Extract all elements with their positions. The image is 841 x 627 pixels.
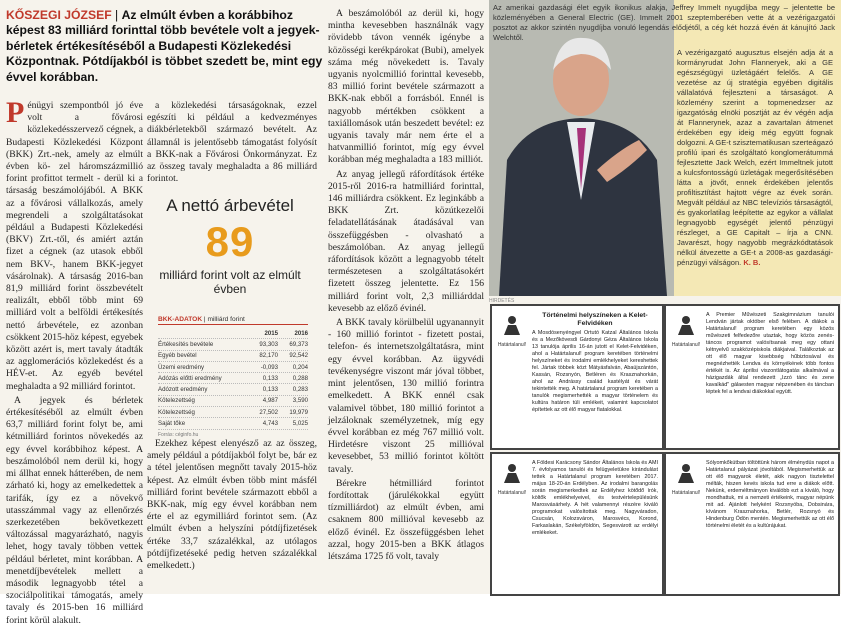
portrait-illustration <box>489 0 674 296</box>
brief-body-text: A vezérigazgató augusztus elsején adja át a kormányrudat John Flanneryek, aki a GE egészségügyi üzletágáért felelős. A GE vezetése az új stratégia egyében digitális vállalatóvá fejleszteni a társaságot. A közlemény szerint a topmenedzser az igazgatóság elnöki posztját az év végén adja át Flannerynek, azaz a zavartalan átmenet érdekében egy ideig még együtt fognak dolgozni. A GE-t szisztematikusan szerteágazó profilú ipari és szolgáltató konglomerátummá fejlesztette Jack Welch, ezért Immeltnek jutott a kulcsfontosságú üzletágak megerősítésében látta a jövőt, ennek érdekében jelentős profiltisztítást hajtott végre az évek során. Megvált például az NBC televíziós társaságtól, és gyakorlatilag leépítette az egykor a vállalat legnagyobb egységét jelentő pénzügyi részleget, a GE Capitalt – írja a CNN. Javarészt, hogy nagyobb megrázkódtatások nélkül átvezette a GE-t a 2008-as gazdasági-pénzügyi válságon. <box>677 48 833 267</box>
article-lead: KŐSZEGI JÓZSEF | Az elmúlt évben a korábbihoz képest 83 milliárd forinttal több bevétele volt a jegyek-bérletek értékesítéséből a Budapesti Közlekedési Központnak. Pótdíjakból is többet szedett be, mint egy évvel korábban. <box>6 8 323 84</box>
col2-paragraph-1: a közlekedési társaságoknak, ezzel egészíti ki például a kedvezményes diákbérletekből származó bevételt. Az államnál is jelentősebb támogatást folyósít a BKK-nak a Fővárosi Önkormányzat. Ez az összeg tavaly meghaladta a 86 milliárd forintot. <box>147 100 317 185</box>
ad-box <box>664 452 840 596</box>
table-title: BKK-ADATOK <box>158 316 203 323</box>
lead-text: Az elmúlt évben a korábbihoz képest 83 milliárd forinttal több bevétele volt a jegyek-bérletek értékesítéséből a Budapesti Közlekedési Központnak. Pótdíjakból is többet szedett be, mint egy évvel korábban. <box>6 8 323 84</box>
col3-paragraph: Az anyag jellegű ráfordítások értéke 2015-ről 2016-ra hatmilliárd forinttal, 146 milliárdra csökkent. Ez leginkább a BKK Zrt. közútkezelői feladatellátásának átadásával van összefüggésben - olvasható a beszámolóban. Az anyag jellegű ráfordítások között a legnagyobb tételt természetesen a szolgáltatásokért fizetett összeg jelentette. Ez 156 milliárd forint volt, 2,3 milliárddal kevesebb az előző évinél. <box>328 168 484 314</box>
brief-credit: K. B. <box>743 258 761 267</box>
ad-title: Történelmi helyszíneken a Kelet-Felvidéken <box>542 312 648 327</box>
ad-box <box>490 304 664 450</box>
ad-box <box>664 304 840 450</box>
article-column-2-top <box>147 100 317 192</box>
brief-intro: Az amerikai gazdasági élet egyik ikonikus alakja, Jeffrey Immelt nyugdíjba megy – jelentette be közleményében a General Electric (GE). Immelt 2001 szeptemberében vette át a vezérigazgatói posztot az akkor szintén nyugdíjba vonuló legendás elődjétől, a cég két hozzá évén át kánujító Jack Welchtől. <box>493 3 835 42</box>
col1-paragraph-1: énügyi szempontból jó éve volt a fővárosi közlekedésszervező cégnek, a Budapesti Közlekedési Központ (BKK) Zrt.-nek, amely az elmúlt évben kö- zel háromszázmillió forint profittot termelt - derül ki a társaság beszámolójából. A BKK az a fővárosi vállalkozás, amely megrendeli a szolgáltatásokat például a Budapesti Közlekedési (BKV) Zrt.-től, és amiért aztán fizet a cégnek (az utasok ebből nem BKV-, hanem BKK-jegyet vásárolnak). A társaság 2016-ban 81,9 milliárd forint összbevételt realizált, ebből több mint 69 milliárd volt a belföldi értékesítés nettó árbevétele, ez azonban csökkent 2015-höz képest, egyebek között azért is, mert tavaly átadták az agglomerációs közlekedést és a HÉV-et. Az egyéb bevétel meghaladta a 92 milliárd forintot. <box>6 100 143 392</box>
ad-body: Sólyomkőkútban töltöttünk három élménydús napot a Határtalanul pályázat jóvoltából. Megismerhettük az ott élő magyarok életét, akik nagyon tisztelettel mélták, hiszen kevés iskola tud erre a diákok előtt. Nekünk, erdeméltmányon kiválóbb ezt a kiváló, hogy mondhattuk, mi a nemzeti értékeink, magyar népünk mit ad. Ajánlott helyként Rozsnyóba, Dobsinára, kívánom Krasznahorka, Betlér, Rozsnyó és Hindenburg Ödön mentén. Megismerhettük az ott élő történelmi életét és a kultúrájukat. <box>706 460 834 529</box>
hatartalanul-logo-icon: Határtalanul! <box>670 314 702 348</box>
ad-box <box>490 452 664 596</box>
table-row: Adózás előtti eredmény 0,133 0,288 <box>158 373 308 384</box>
table-source: Forrás: céginfo.hu <box>158 431 199 438</box>
portrait-photo <box>489 0 674 296</box>
table-row: Kötelezettség 27,502 19,979 <box>158 407 308 418</box>
drop-cap: P <box>6 96 25 129</box>
table-row: Egyéb bevétel 82,170 92,542 <box>158 351 308 362</box>
col3-paragraph: A beszámolóból az derül ki, hogy mintha kevesebben használnák vagy rövidebb távon vennék igénybe a közösségi kerékpárokat (Bubi), amelyek száma még növekedett is. Tavaly ugyanis nyolcmillió forinttal kevesebb, 83 millió forint bevétele származott a BKK-nak ebből a forrásból. Ennél is nagyobb mértékben csökkent a taxiállomások után beszedett bevétel: ez ugyanis tavaly már nem érte el a hatvanmillió forintot, míg egy évvel korábban még meghaladta a 183 milliót. <box>328 8 484 166</box>
highlight-number: 89 <box>205 218 255 265</box>
article-column-3 <box>328 8 484 594</box>
article-author: KŐSZEGI JÓZSEF <box>6 8 112 22</box>
highlight-title: A nettó árbevétel <box>166 196 294 215</box>
table-row: Saját tőke 4,743 5,025 <box>158 418 308 429</box>
table-row: Értékesítés bevétele 93,303 69,373 <box>158 339 308 350</box>
table-row: Üzemi eredmény -0,093 0,204 <box>158 362 308 373</box>
ad-body: A Premier Művészeti Szakgimnázium tanulói Lendván jártak október első felében. A diákok a Határtalanul! program keretében egy közös művészeti felfedezőre utaztak, hogy közös zenés-táncos programot valósítsanak meg egy ottani kétnyelvű szakközépiskola diákjaival. Találkoztak az ott élő magyar kisebbség hűbiztosával és megnézhették Lendva és környékének több fontos értékét is. Az áprilisi viszontlátogatás alkalmával a házigazdák által rendezett „Izzó tánc és zene kavalkád" gálaesten magyar népzenében és táncban léptek fel a lendvai diákokkal együtt. <box>706 312 834 395</box>
table-row: Kötelezettség 4,987 3,590 <box>158 396 308 407</box>
table-year: 2015 <box>264 329 278 337</box>
ad-body: A Földesi Karácsony Sándor Általános Iskola és AMI 7. évfolyamos tanulói és felügyeletükre kirándulást tettek a Határtalanul program keretében 2017. május 18-20-án Erdélyben. Az irodalmi barangolás során megismerkedtek az Erdélyhez kötődő írók, költők emlékhelyeivel, és testvértelepülésünk Marosvásárhely. A hét valamennyi részére kiváló programokat valósítottak meg. Nagyváradon, Csucsán, Kolozsváron, Marosvécs, Korond, Farkaslakán, Székelyföldön, Segesvárott az erdélyi emlékeket. <box>532 460 658 536</box>
hatartalanul-logo-icon: Határtalanul! <box>496 314 528 348</box>
ad-body: A Mosdósenyéngyel Ortutó Katzal Általános Iskola és a Mezőkövesdi Gárdonyi Géza Általános Iskola 13 tanulója április 16-án jutott el Kelet-Felvidéken, ahol a Határtalanul! program keretében történelmi helyszíneket és irodalmi emlékhelyeket kereshettek fel. Jártak többek közt Mátyásfalván, Abaújszántón, Kassán, Rozsnyón, Betléren és Krasznahorkán, ahol az Andrássy család kastélyát és várát tekintették meg. A határtalanul program keretében a tanulók megismerhették a magyar történelem és kultúra határon túli emlékeit, valamint kapcsolatot építettek az ott élő magyar fiatalokkal. <box>532 330 658 413</box>
article-column-1 <box>6 96 143 626</box>
table-subtitle: | milliárd forint <box>203 316 245 323</box>
article-column-2-bottom <box>147 438 317 594</box>
hatartalanul-logo-icon: Határtalanul! <box>496 462 528 496</box>
ads-label: HIRDETÉS <box>489 298 515 304</box>
bkk-data-table <box>158 316 308 438</box>
highlight-box <box>145 196 315 296</box>
table-heading <box>158 316 308 325</box>
table-row: Adózott eredmény 0,133 0,283 <box>158 384 308 395</box>
col2-paragraph-2: Ezekhez képest elenyésző az az összeg, amely például a pótdíjakból folyt be, bár ez a tétel jelentősen megnőtt tavaly 2015-höz képest. Az elmúlt évben több mint másfél milliárd forint bevétele származott ebből a BKK-nak, míg egy évvel korábban nem érte el az egymilliárd forintot sem. (Az elmúlt évben a helyszíni pótdíjfizetések értéke 33,7 százalékkal, az utólagos pótdíjfizetéseké pedig hetven százalékkal emelkedett.) <box>147 438 317 572</box>
hatartalanul-logo-icon: Határtalanul! <box>670 462 702 496</box>
col1-paragraph-2: A jegyek és bérletek értékesítéséből az elmúlt évben 63,7 milliárd forint folyt be, ami kétmilliárd forintos növekedés az egy évvel korábbihoz képest. A beszámolóból nem derül ki, hogy mi állhat ennek hátterében, de nem zárható ki, hogy az emelkedettek a tarifák, így ez a növekvő utasszámmal vagy az ellenőrzés szerkezetében bekövetkezett változással magyarázható, nagyis lehet, hogy tavaly többen vettek például bérletet, mint korábban. A menetdíjbevételek mellett a második legnagyobb tétel a szociálpolitikai támogatás, amely tavaly és 2015-ben 16 milliárd forint körül alakult. <box>6 394 143 626</box>
table-year: 2016 <box>294 329 308 337</box>
table-header-row <box>158 328 308 339</box>
brief-body <box>677 48 833 288</box>
col3-paragraph: Bérekre hétmilliárd forintot fordítottak (járulékokkal együtt tízmilliárdot) az elmúlt évben, ami csaknem 800 millióval kevesebb az előző évinél. Ez összefüggésben lehet azzal, hogy 2015-ben a BKK átlagos létszáma 1725 fő volt, tavaly <box>328 477 484 562</box>
news-brief-panel <box>489 0 841 296</box>
col3-paragraph: A BKK tavaly körülbelül ugyanannyit - 160 millió forintot - fizetett postai, telefon- és internetszolgáltatásra, mint egy évvel korábban. Az ügyvédi tevékenységre viszont már jóval többet, mint jelentősen, 130 millió forintra emelkedett. A BKK ennél csak valamivel többet, 180 millió forintot a jelzáloknak személyzetnek, míg egy évvel korábban ez még 767 millió volt. Hirdetésre viszont 25 millióval kevesebbet, 53 millió forintot költött tavaly. <box>328 317 484 475</box>
highlight-caption: milliárd forint volt az elmúlt évben <box>159 268 301 296</box>
